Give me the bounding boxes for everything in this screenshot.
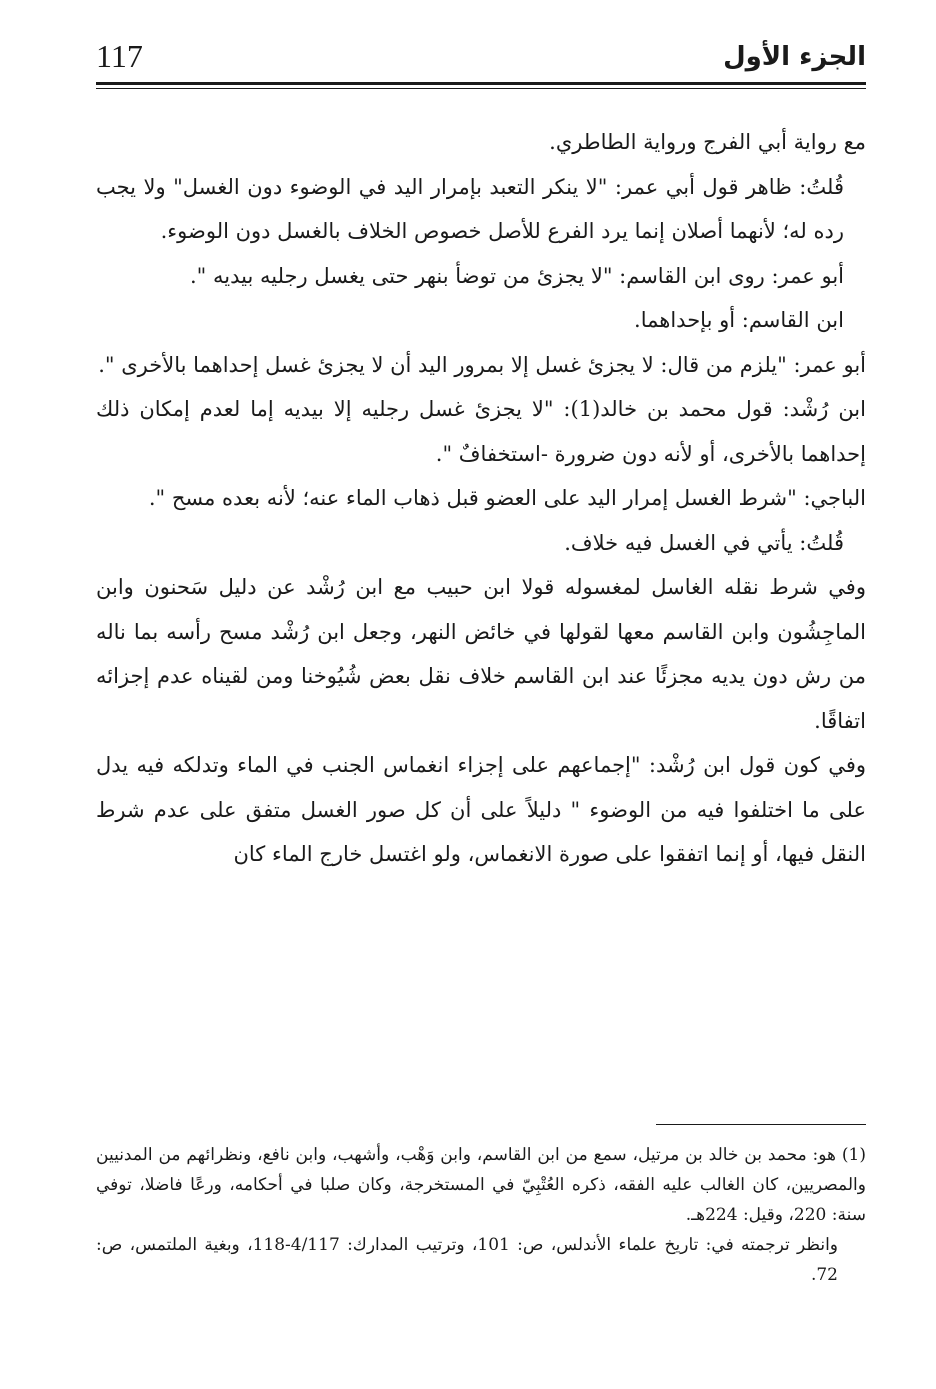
body-paragraph: وفي كون قول ابن رُشْد: "إجماعهم على إجزاء انغماس الجنب في الماء وتدلكه فيه يدل على ما اختلفوا فيه من الوضوء " دليلاً على أن كل صور الغسل متفق على عدم شرط النقل فيها، أو إنما اتفقوا على صورة الانغماس، ولو اغتسل خارج الماء كان — [96, 753, 866, 866]
header-rule-thin — [96, 88, 866, 89]
page-number: 117 — [96, 38, 143, 74]
footnote-paragraph: وانظر ترجمته في: تاريخ علماء الأندلس، ص: 101، وترتيب المدارك: 4/117-118، وبغية الملتمس، ص: 72. — [96, 1235, 839, 1285]
body-paragraph: ابن رُشْد: قول محمد بن خالد(1): "لا يجزئ غسل رجليه إلا بيديه إما لعدم إمكان ذلك إحداهما بالأخرى، أو لأنه دون ضرورة -استخفافٌ ". — [96, 397, 866, 466]
body-paragraph: الباجي: "شرط الغسل إمرار اليد على العضو قبل ذهاب الماء عنه؛ لأنه بعده مسح ". — [148, 486, 866, 510]
body-paragraph: أبو عمر: روى ابن القاسم: "لا يجزئ من توضأ بنهر حتى يغسل رجليه بيديه ". — [189, 263, 844, 288]
body-paragraph: أبو عمر: "يلزم من قال: لا يجزئ غسل إلا بمرور اليد أن لا يجزئ غسل إحداهما بالأخرى ". — [98, 352, 866, 377]
footnotes — [96, 1140, 866, 1290]
body-paragraph: قُلتُ: يأتي في الغسل فيه خلاف. — [564, 530, 844, 555]
footnote-separator — [656, 1124, 866, 1125]
body-paragraph: وفي شرط نقله الغاسل لمغسوله قولا ابن حبيب مع ابن رُشْد عن دليل سَحنون وابن الماجِشُون وابن القاسم معها لقولها في خائض النهر، وجعل ابن رُشْد مسح رأسه بما ناله من رش دون يديه مجزئًا عند ابن القاسم خلاف نقل بعض شُيُوخنا ومن لقيناه عدم إجزائه اتفاقًا. — [96, 575, 866, 733]
body-paragraph: قُلتُ: ظاهر قول أبي عمر: "لا ينكر التعبد بإمرار اليد في الوضوء دون الغسل" ولا يجب رده له؛ لأنهما أصلان إنما يرد الفرع للأصل خصوص الخلاف بالغسل دون الوضوء. — [96, 174, 844, 243]
running-head: الجزء الأول — [723, 42, 866, 72]
body-paragraph: مع رواية أبي الفرج ورواية الطاطري. — [549, 130, 866, 154]
body-text — [96, 120, 866, 877]
body-paragraph: ابن القاسم: أو بإحداهما. — [634, 308, 844, 332]
book-page — [96, 30, 866, 1360]
header-rule — [96, 82, 866, 85]
page-header — [96, 30, 866, 86]
footnote-paragraph: (1) هو: محمد بن خالد بن مرتيل، سمع من ابن القاسم، وابن وَهْب، وأشهب، وابن نافع، ونظرائهم من المدنيين والمصريين، كان الغالب عليه الفقه، ذكره العُتْبِيّ في المستخرجة، وكان صلبا في أحكامه، ورعًا فاضلا، توفي سنة: 220، وقيل: 224هـ. — [96, 1145, 866, 1225]
